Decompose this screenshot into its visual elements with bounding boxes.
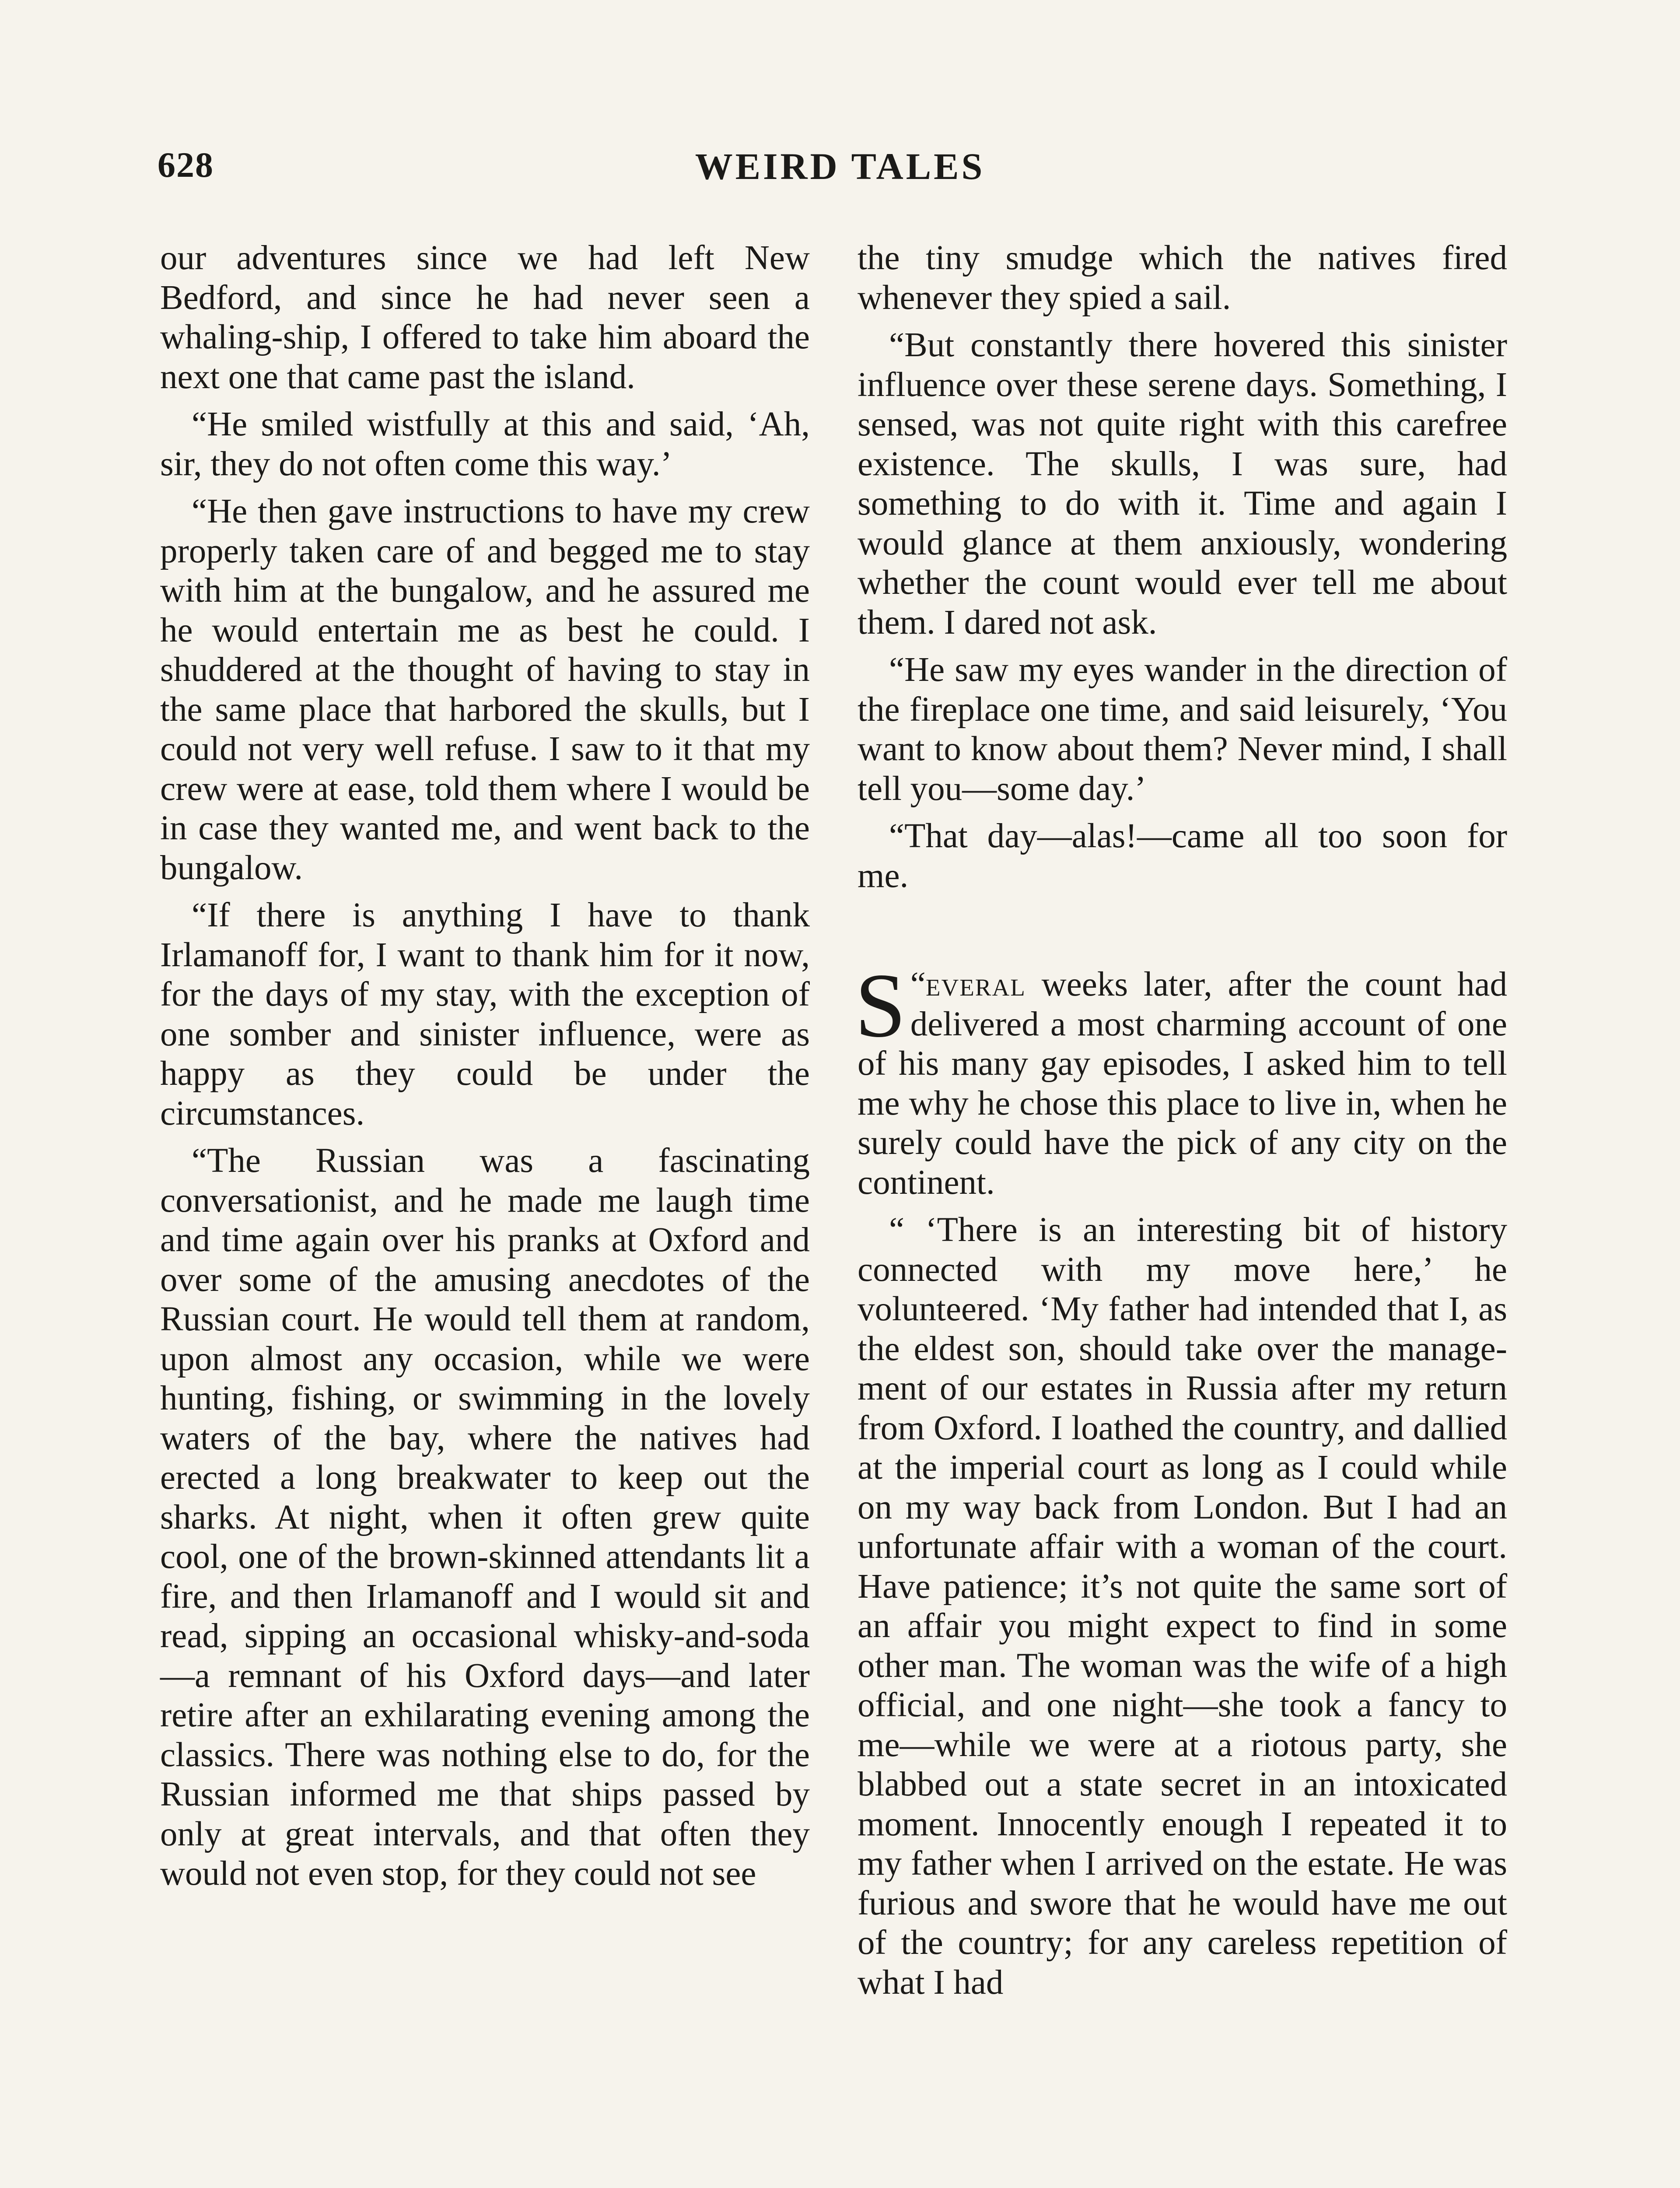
journal-title: WEIRD TALES: [695, 145, 985, 187]
section-break: [858, 904, 1507, 965]
left-paragraph-1: our adventures since we had left New Bedford, and since he had never seen a whaling-ship, I offered to take him aboard the next one that came past the island.: [160, 239, 810, 396]
right-paragraph-6: “ ‘There is an interesting bit of history connected with my move here,’ he volunteered. ‘My father had intended that I, as the eldest son, should take over the management of our estates in Russia after my return from Oxford. I loathed the country, and dallied at the imperial court as long as I could while on my way back from London. But I had an unfortunate affair with a woman of the court. Have patience; it’s not quite the same sort of an affair you might expect to find in some other man. The woman was the wife of a high official, and one night—she took a fancy to me—while we were at a riotous party, she blabbed out a state secret in an intoxicated moment. Innocently enough I repeated it to my father when I arrived on the estate. He was furious and swore that he would have me out of the country; for any careless repetition of what I had: [858, 1211, 1507, 2002]
left-paragraph-4: “If there is anything I have to thank Irlamanoff for, I want to thank him for it now, for the days of my stay, with the exception of one somber and sinister influence, were as happy as they could be under the circumstances.: [160, 896, 810, 1133]
right-paragraph-3: “He saw my eyes wander in the direction of the fireplace one time, and said leisurely, ‘You want to know about them? Never mind, I shall tell you—some day.’: [858, 651, 1507, 808]
right-paragraph-4: “That day—alas!—came all too soon for me.: [858, 817, 1507, 895]
running-head: [158, 144, 1522, 206]
right-paragraph-5: [855, 955, 1507, 1203]
right-column: [855, 238, 1507, 2010]
right-paragraph-1: the tiny smudge which the natives fired whenever they spied a sail.: [858, 239, 1507, 317]
left-paragraph-3: “He then gave instructions to have my crew properly taken care of and begged me to stay with him at the bungalow, and he assured me he would entertain me as best he could. I shuddered at the thought of having to stay in the same place that harbored the skulls, but I could not very well refuse. I saw to it that my crew were at ease, told them where I would be in case they wanted me, and went back to the bungalow.: [160, 492, 810, 887]
right-paragraph-5-text: weeks later, after the count had delivered a most charming account of one of his many gay episodes, I asked him to tell me why he chose this place to live in, when he surely could have the pick of any city on the continent.: [858, 965, 1507, 1202]
left-paragraph-5: “The Russian was a fascinating conversationist, and he made me laugh time and time again over his pranks at Oxford and over some of the amusing anecdotes of the Russian court. He would tell them at random, upon almost any occasion, while we were hunting, fishing, or swimming in the lovely waters of the bay, where the natives had erected a long breakwater to keep out the sharks. At night, when it often grew quite cool, one of the brown-skinned attendants lit a fire, and then Irlamanoff and I would sit and read, sipping an occasional whisky-and-soda—a remnant of his Oxford days—and later retire after an exhilarating evening among the classics. There was nothing else to do, for the Russian informed me that ships passed by only at great intervals, and that often they would not even stop, for they could not see: [160, 1142, 810, 1893]
small-caps-lead: everal: [925, 965, 1026, 1003]
left-column: [160, 238, 810, 1902]
left-paragraph-2: “He smiled wistfully at this and said, ‘Ah, sir, they do not often come this way.’: [160, 405, 810, 483]
opening-quote: “: [910, 965, 926, 1003]
page-number: 628: [158, 145, 214, 185]
drop-cap: S: [855, 955, 906, 1056]
right-paragraph-2: “But constantly there hovered this sinister influence over these serene days. Something, I sensed, was not quite right with this carefree existence. The skulls, I was sure, had something to do with it. Time and again I would glance at them anxiously, wondering whether the count would ever tell me about them. I dared not ask.: [858, 326, 1507, 642]
